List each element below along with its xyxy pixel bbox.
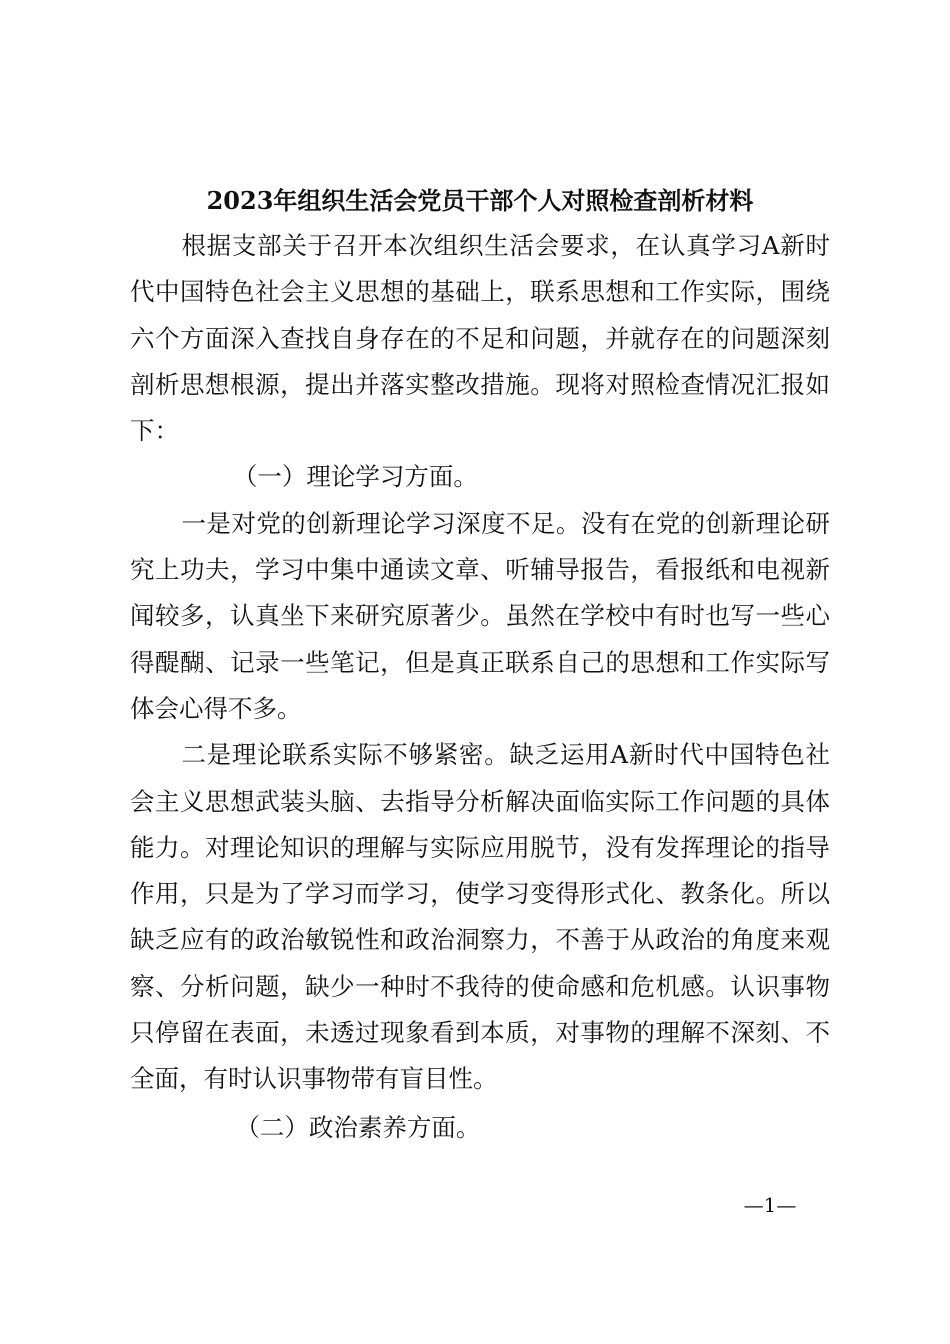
section-heading-political-literacy: （二）政治素养方面。 <box>235 1112 481 1142</box>
document-title: 2023年组织生活会党员干部个人对照检查剖析材料 <box>206 186 754 215</box>
intro-paragraph: 根据支部关于召开本次组织生活会要求，在认真学习A新时代中国特色社会主义思想的基础上，联系思想和工作实际，围绕六个方面深入查找自身存在的不足和问题，并就存在的问题深刻剖析思想根源，提出并落实整改措施。现将对照检查情况汇报如下： <box>130 231 830 446</box>
paragraph-point-two: 二是理论联系实际不够紧密。缺乏运用A新时代中国特色社会主义思想武装头脑、去指导分析解决面临实际工作问题的具体能力。对理论知识的理解与实际应用脱节，没有发挥理论的指导作用，只是为了学习而学习，使学习变得形式化、教条化。所以缺乏应有的政治敏锐性和政治洞察力，不善于从政治的角度来观察、分析问题，缺少一种时不我待的使命感和危机感。认识事物只停留在表面，未透过现象看到本质，对事物的理解不深刻、不全面，有时认识事物带有盲目性。 <box>130 740 830 1094</box>
page-number: —1— <box>743 1193 797 1217</box>
document-body <box>130 223 830 1151</box>
section-heading-theory-study: （一）理论学习方面。 <box>232 462 478 492</box>
paragraph-point-one: 一是对党的创新理论学习深度不足。没有在党的创新理论研究上功夫，学习中集中通读文章、听辅导报告，看报纸和电视新闻较多，认真坐下来研究原著少。虽然在学校中有时也写一些心得醍醐、记录一些笔记，但是真正联系自己的思想和工作实际写体会心得不多。 <box>130 508 830 723</box>
